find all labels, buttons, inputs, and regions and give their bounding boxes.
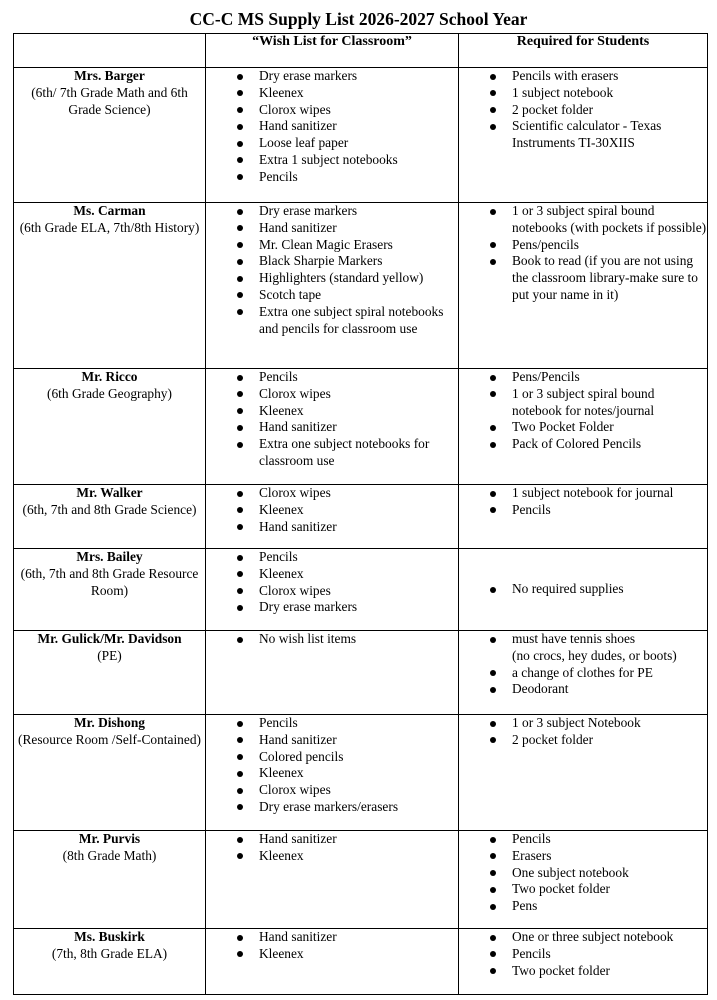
table-row (14, 68, 708, 203)
list-item-text: Dry erase markers (259, 68, 358, 83)
wish-list-cell (206, 68, 459, 203)
header-teacher (14, 34, 206, 68)
list-item-text: 1 or 3 subject spiral bound notebook for notes/journal (512, 385, 655, 418)
list-item (206, 583, 458, 600)
list-item (459, 237, 707, 254)
list-item-text: Kleenex (259, 565, 304, 581)
teacher-name: Mr. Gulick/Mr. Davidson (37, 631, 182, 646)
teacher-name: Ms. Carman (73, 203, 146, 218)
list-item (206, 287, 458, 304)
list-item-text: Clorox wipes (259, 782, 331, 798)
list-item (206, 765, 458, 782)
list-item-text: a change of clothes for PE (512, 664, 653, 680)
bullet-list (206, 631, 458, 648)
teacher-cell (14, 203, 206, 369)
list-item (206, 599, 458, 616)
list-item (206, 782, 458, 799)
list-item (206, 799, 458, 816)
table-row (14, 203, 708, 369)
list-item (459, 848, 707, 865)
teacher-subject: (6th Grade ELA, 7th/8th History) (19, 219, 200, 235)
list-item (206, 831, 458, 848)
list-item (459, 898, 707, 915)
bullet-list (459, 631, 707, 698)
list-item (206, 152, 458, 169)
teacher-cell (14, 68, 206, 203)
list-item-text: Hand sanitizer (259, 219, 337, 235)
list-item-text: Black Sharpie Markers (259, 253, 383, 269)
required-cell (459, 68, 708, 203)
list-item-text: Pens/Pencils (512, 369, 580, 384)
list-item-text: Clorox wipes (259, 385, 331, 401)
list-item-text: Dry erase markers (259, 203, 358, 218)
list-item-text: Highlighters (standard yellow) (259, 270, 424, 286)
list-item-text: Extra 1 subject notebooks (259, 151, 398, 167)
table-row (14, 715, 708, 831)
list-item (459, 865, 707, 882)
list-item-note: (no crocs, hey dudes, or boots) (512, 647, 677, 663)
wish-list-cell (206, 203, 459, 369)
list-item-text: Pencils (259, 168, 298, 184)
list-item-text: Book to read (if you are not using the classroom library-make sure to put your name in it) (512, 253, 698, 302)
supply-table (13, 33, 708, 995)
list-item (459, 485, 707, 502)
list-item-text: Hand sanitizer (259, 929, 337, 944)
list-item-text: 2 pocket folder (512, 731, 594, 747)
list-item-text: Two Pocket Folder (512, 419, 614, 435)
list-item-text: Pencils (259, 715, 298, 730)
teacher-name: Ms. Buskirk (74, 929, 145, 944)
list-item-text: 1 or 3 subject Notebook (512, 715, 641, 730)
page-title: CC-C MS Supply List 2026-2027 School Year (189, 9, 528, 29)
list-item-text: One or three subject notebook (512, 929, 674, 944)
list-item (459, 386, 707, 420)
list-item (206, 519, 458, 536)
list-item-text: Dry erase markers (259, 599, 358, 615)
table-row (14, 631, 708, 715)
table-row (14, 549, 708, 631)
list-item-text: No wish list items (259, 631, 357, 646)
list-item-text: One subject notebook (512, 864, 629, 880)
list-item (459, 102, 707, 119)
bullet-list (459, 929, 707, 979)
list-item (206, 946, 458, 963)
list-item-text: Kleenex (259, 501, 304, 517)
list-item (206, 732, 458, 749)
wish-list-cell (206, 549, 459, 631)
wish-list-cell (206, 485, 459, 549)
teacher-cell (14, 631, 206, 715)
teacher-name: Mr. Ricco (81, 369, 138, 384)
teacher-name: Mr. Walker (76, 485, 143, 500)
bullet-list (459, 369, 707, 453)
teacher-name: Mrs. Barger (74, 68, 145, 83)
teacher-name: Mrs. Bailey (76, 549, 143, 564)
wish-list-cell (206, 369, 459, 485)
table-row (14, 929, 708, 995)
bullet-list (206, 715, 458, 816)
list-item-text: Clorox wipes (259, 485, 331, 500)
teacher-cell (14, 715, 206, 831)
list-item (459, 715, 707, 732)
list-item (459, 831, 707, 848)
list-item-text: 1 or 3 subject spiral bound notebooks (with pockets if possible) (512, 203, 707, 235)
list-item (206, 169, 458, 186)
wish-list-cell (206, 831, 459, 929)
bullet-list (206, 831, 458, 865)
list-item-text: Erasers (512, 847, 552, 863)
list-item-text: Two pocket folder (512, 962, 610, 978)
list-item (459, 881, 707, 898)
list-item (206, 304, 458, 338)
list-item-text: Scotch tape (259, 286, 322, 302)
list-item (206, 566, 458, 583)
list-item (206, 631, 458, 648)
list-item (459, 963, 707, 980)
list-item (206, 848, 458, 865)
teacher-name: Mr. Purvis (78, 831, 141, 846)
list-item-text: Pencils (512, 831, 551, 846)
required-cell (459, 715, 708, 831)
wish-list-cell (206, 715, 459, 831)
list-item-text: Kleenex (259, 945, 304, 961)
list-item (206, 135, 458, 152)
list-item-text: Kleenex (259, 84, 304, 100)
list-item (459, 203, 707, 237)
list-item (206, 118, 458, 135)
list-item (459, 369, 707, 386)
teacher-subject: (8th Grade Math) (62, 847, 157, 863)
list-item-text: must have tennis shoes (512, 631, 636, 646)
list-item (206, 749, 458, 766)
teacher-cell (14, 929, 206, 995)
list-item-text: Pencils (259, 369, 298, 384)
list-item (206, 549, 458, 566)
list-item-text: Pens (512, 898, 538, 914)
list-item (459, 732, 707, 749)
list-item-text: Pencils (259, 549, 298, 564)
bullet-list (206, 549, 458, 616)
table-row (14, 831, 708, 929)
list-item-text: Colored pencils (259, 748, 344, 764)
list-item (459, 665, 707, 682)
list-item-text: Two pocket folder (512, 881, 610, 897)
list-item (459, 253, 707, 303)
list-item-text: Loose leaf paper (259, 135, 349, 151)
list-item (206, 68, 458, 85)
bullet-list (459, 203, 707, 304)
teacher-subject: (PE) (97, 647, 122, 663)
required-cell (459, 203, 708, 369)
list-item-text: 1 subject notebook (512, 84, 614, 100)
list-item (459, 419, 707, 436)
teacher-subject: (6th Grade Geography) (47, 385, 172, 401)
list-item-text: Dry erase markers/erasers (259, 798, 399, 814)
list-item (206, 369, 458, 386)
list-item (206, 85, 458, 102)
list-item-text: Hand sanitizer (259, 419, 337, 435)
list-item (459, 581, 707, 598)
list-item (206, 270, 458, 287)
teacher-subject: (Resource Room /Self-Contained) (18, 731, 201, 747)
teacher-subject: (6th, 7th and 8th Grade Resource Room) (20, 565, 199, 598)
list-item-text: Hand sanitizer (259, 831, 337, 846)
bullet-list (459, 68, 707, 152)
list-item-text: Pencils (512, 501, 551, 517)
teacher-cell (14, 369, 206, 485)
list-item (459, 68, 707, 85)
required-cell (459, 631, 708, 715)
required-cell (459, 831, 708, 929)
list-item (206, 929, 458, 946)
teacher-subject: (6th/ 7th Grade Math and 6th Grade Science) (31, 84, 188, 117)
list-item-text: Mr. Clean Magic Erasers (259, 236, 393, 252)
list-item (206, 403, 458, 420)
bullet-list (459, 831, 707, 915)
required-cell (459, 369, 708, 485)
list-item (206, 386, 458, 403)
list-item-text: 2 pocket folder (512, 101, 594, 117)
list-item-text: Hand sanitizer (259, 118, 337, 134)
list-item-text: Pens/pencils (512, 236, 579, 252)
list-item-text: Clorox wipes (259, 101, 331, 117)
wish-list-cell (206, 929, 459, 995)
list-item (206, 203, 458, 220)
list-item-text: 1 subject notebook for journal (512, 485, 674, 500)
list-item (459, 85, 707, 102)
wish-list-cell (206, 631, 459, 715)
list-item-text: Kleenex (259, 402, 304, 418)
bullet-list (459, 485, 707, 519)
list-item (459, 631, 707, 665)
list-item-text: Pencils with erasers (512, 68, 619, 83)
list-item (206, 436, 458, 470)
list-item-text: Kleenex (259, 765, 304, 781)
bullet-list (206, 369, 458, 470)
teacher-cell (14, 831, 206, 929)
table-row (14, 369, 708, 485)
list-item-text: Kleenex (259, 847, 304, 863)
list-item (206, 220, 458, 237)
list-item-text: Deodorant (512, 681, 569, 697)
list-item (459, 946, 707, 963)
list-item (459, 118, 707, 152)
list-item-text: Pack of Colored Pencils (512, 436, 642, 452)
bullet-list (206, 203, 458, 337)
list-item (206, 253, 458, 270)
header-wish-list: “Wish List for Classroom” (206, 34, 459, 68)
list-item (459, 502, 707, 519)
required-cell (459, 929, 708, 995)
required-cell (459, 549, 708, 631)
teacher-subject: (7th, 8th Grade ELA) (51, 945, 168, 961)
teacher-name: Mr. Dishong (74, 715, 145, 730)
teacher-cell (14, 549, 206, 631)
list-item-text: Clorox wipes (259, 582, 331, 598)
bullet-list (459, 715, 707, 749)
list-item-text: Scientific calculator - Texas Instruments TI-30XIIS (512, 118, 662, 151)
teacher-cell (14, 485, 206, 549)
list-item (206, 485, 458, 502)
teacher-subject: (6th, 7th and 8th Grade Science) (22, 501, 197, 517)
list-item (459, 681, 707, 698)
list-item (206, 502, 458, 519)
list-item (206, 715, 458, 732)
list-item (459, 436, 707, 453)
list-item (459, 929, 707, 946)
bullet-list (206, 929, 458, 963)
list-item (206, 102, 458, 119)
header-row (14, 34, 708, 68)
header-required: Required for Students (459, 34, 708, 68)
list-item-text: Hand sanitizer (259, 731, 337, 747)
list-item (206, 237, 458, 254)
bullet-list (206, 68, 458, 186)
list-item (206, 419, 458, 436)
list-item-text: Extra one subject spiral notebooks and pencils for classroom use (259, 303, 444, 336)
list-item-text: Pencils (512, 945, 551, 961)
list-item-text: Extra one subject notebooks for classroom use (259, 436, 430, 468)
list-item-text: Hand sanitizer (259, 518, 337, 534)
bullet-list (459, 581, 707, 598)
list-item-text: No required supplies (512, 581, 624, 597)
table-row (14, 485, 708, 549)
required-cell (459, 485, 708, 549)
bullet-list (206, 485, 458, 535)
